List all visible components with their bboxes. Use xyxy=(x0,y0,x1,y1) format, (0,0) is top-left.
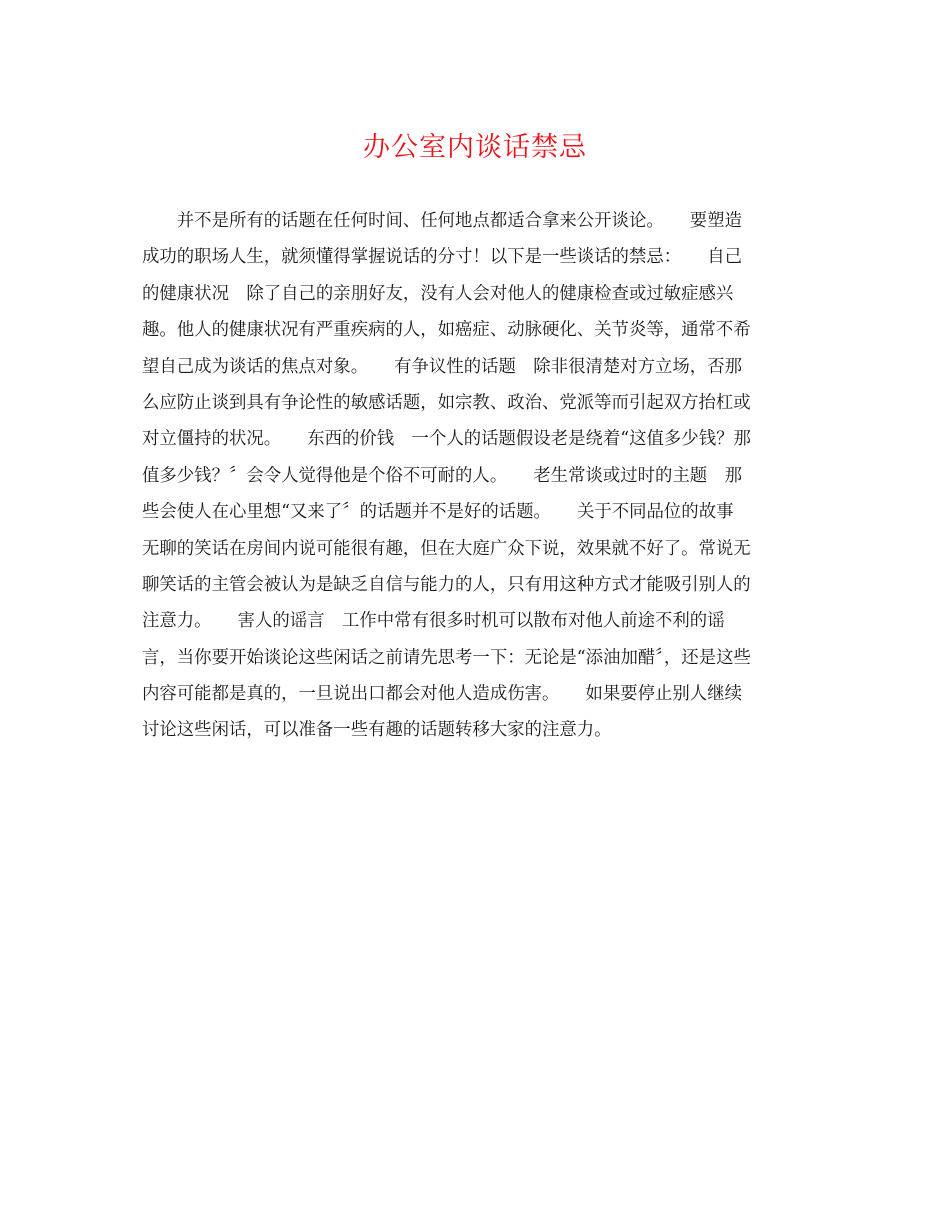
body-line: 的健康状况 除了自己的亲朋好友，没有人会对他人的健康检查或过敏症感兴 xyxy=(142,283,734,304)
document-body xyxy=(142,203,808,749)
body-line: 无聊的笑话在房间内说可能很有趣，但在大庭广众下说，效果就不好了。常说无 xyxy=(142,538,751,559)
body-line: 讨论这些闲话，可以准备一些有趣的话题转移大家的注意力。 xyxy=(142,720,612,741)
body-line: 聊笑话的主管会被认为是缺乏自信与能力的人，只有用这种方式才能吸引别人的 xyxy=(142,574,751,595)
body-line: 值多少钱？〞会令人觉得他是个俗不可耐的人。 老生常谈或过时的主题 那 xyxy=(142,465,742,486)
body-line: 注意力。 害人的谣言 工作中常有很多时机可以散布对他人前途不利的谣 xyxy=(142,611,725,632)
body-line: 内容可能都是真的，一旦说出口都会对他人造成伤害。 如果要停止别人继续 xyxy=(142,684,742,705)
body-line: 趣。他人的健康状况有严重疾病的人，如癌症、动脉硬化、关节炎等，通常不希 xyxy=(142,320,751,341)
body-line: 并不是所有的话题在任何时间、任何地点都适合拿来公开谈论。 要塑造 xyxy=(142,211,742,231)
body-line: 言，当你要开始谈论这些闲话之前请先思考一下：无论是“添油加醋〞，还是这些 xyxy=(142,647,751,668)
body-line: 么应防止谈到具有争论性的敏感话题，如宗教、政治、党派等而引起双方抬杠或 xyxy=(142,392,751,413)
body-line: 些会使人在心里想“又来了〞的话题并不是好的话题。 关于不同品位的故事 xyxy=(142,502,734,523)
body-line: 对立僵持的状况。 东西的价钱 一个人的话题假设老是绕着“这值多少钱？那 xyxy=(142,429,751,450)
body-line: 成功的职场人生，就须懂得掌握说话的分寸！以下是一些谈话的禁忌： 自己 xyxy=(142,247,742,268)
document-title: 办公室内谈话禁忌 xyxy=(363,132,587,163)
body-line: 望自己成为谈话的焦点对象。 有争议性的话题 除非很清楚对方立场，否那 xyxy=(142,356,742,377)
